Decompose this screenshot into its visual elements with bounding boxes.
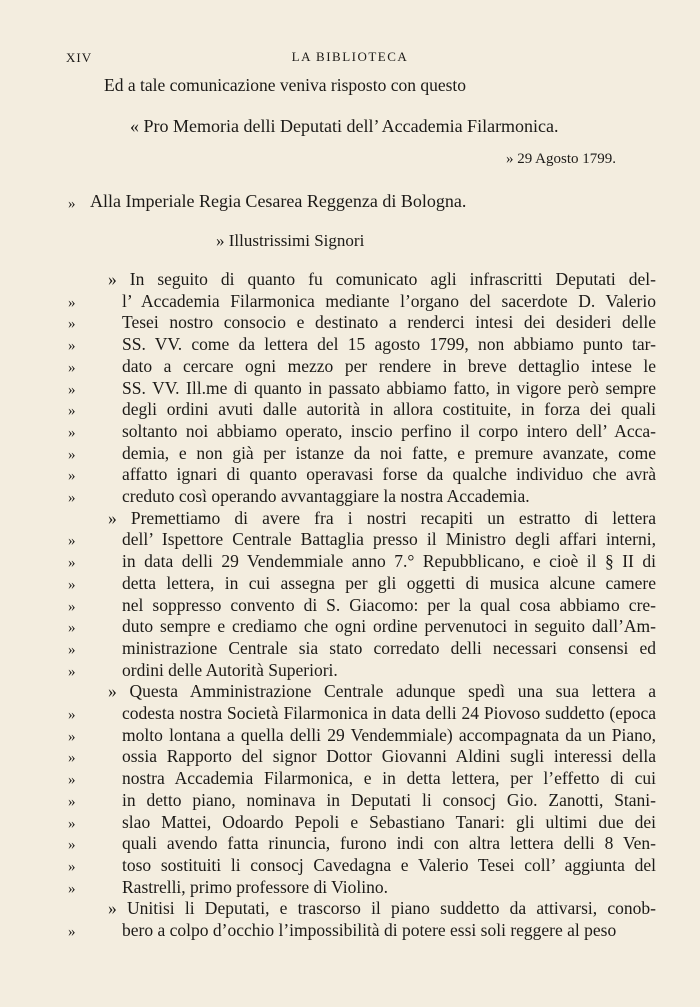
text-line: codesta nostra Società Filarmonica in data delli 24 Piovoso suddetto (epoca <box>122 703 656 723</box>
quote-mark: » <box>68 707 76 723</box>
quote-mark: » <box>68 620 76 636</box>
text-line: slao Mattei, Odoardo Pepoli e Sebastiano Tanari: gli ultimi due dei <box>122 812 656 832</box>
quote-mark: » <box>68 425 76 441</box>
text-line: creduto così operando avvantaggiare la nostra Accademia. <box>122 486 530 506</box>
text-line: Rastrelli, primo professore di Violino. <box>122 877 388 897</box>
quote-mark: » <box>68 924 76 940</box>
quote-mark: » <box>68 837 76 853</box>
quote-mark: » <box>68 555 76 571</box>
running-title: LA BIBLIOTECA <box>291 49 409 64</box>
memo-title: « Pro Memoria delli Deputati dell’ Accademia Filarmonica. <box>130 116 559 136</box>
text-line: ministrazione Centrale sia stato corredato delli necessari consensi ed <box>122 638 656 658</box>
address-line: Alla Imperiale Regia Cesarea Reggenza di Bologna. <box>90 191 467 211</box>
text-line: toso sostituiti li consocj Cavedagna e Valerio Tesei coll’ aggiunta del <box>122 855 656 875</box>
text-line: ordini delle Autorità Superiori. <box>122 660 338 680</box>
quote-mark: » <box>68 794 76 810</box>
quote-mark: » <box>68 468 76 484</box>
text-line: affatto ignari di quanto operavasi forse da qualche individuo che avrà <box>122 464 656 484</box>
text-line: » In seguito di quanto fu comunicato agli infrascritti Deputati del- <box>108 269 656 289</box>
text-line: SS. VV. Ill.me di quanto in passato abbiamo fatto, in vigore però sempre <box>122 378 656 398</box>
quote-mark: » <box>68 750 76 766</box>
text-line: detta lettera, in cui assegna per gli oggetti di musica alcune camere <box>122 573 656 593</box>
text-line: » Questa Amministrazione Centrale adunque spedì una sua lettera a <box>108 681 656 701</box>
text-line: nel soppresso convento di S. Giacomo: per la qual cosa abbiamo cre- <box>122 595 656 615</box>
text-line: ossia Rapporto del signor Dottor Giovanni Aldini sugli interessi della <box>122 746 656 766</box>
quote-mark: » <box>68 382 76 398</box>
text-line: SS. VV. come da lettera del 15 agosto 1799, non abbiamo punto tar- <box>122 334 656 354</box>
quote-mark: » <box>68 772 76 788</box>
text-line: dato a cercare ogni mezzo per rendere in breve dettaglio intese le <box>122 356 656 376</box>
text-line: dell’ Ispettore Centrale Battaglia presso il Ministro degli affari interni, <box>122 529 656 549</box>
quote-mark: » <box>68 881 76 897</box>
text-line: duto sempre e crediamo che ogni ordine pervenutoci in seguito dall’Am- <box>122 616 656 636</box>
quote-mark: » <box>68 447 76 463</box>
page-number: XIV <box>66 50 93 65</box>
text-line: quali avendo fatta rinuncia, furono indi con altra lettera delli 8 Ven- <box>122 833 656 853</box>
text-line: l’ Accademia Filarmonica mediante l’organo del sacerdote D. Valerio <box>122 291 656 311</box>
text-line: » Premettiamo di avere fra i nostri recapiti un estratto di lettera <box>108 508 656 528</box>
text-line: degli ordini avuti dalle autorità in allora costituite, in forza dei quali <box>122 399 656 419</box>
text-line: in detto piano, nominava in Deputati li consocj Gio. Zanotti, Stani- <box>122 790 656 810</box>
text-line: bero a colpo d’occhio l’impossibilità di potere essi soli reggere al peso <box>122 920 617 940</box>
intro-line: Ed a tale comunicazione veniva risposto con questo <box>104 75 467 95</box>
quote-mark: » <box>68 490 76 506</box>
quote-mark: » <box>68 338 76 354</box>
quote-mark: » <box>68 360 76 376</box>
text-line: soltanto noi abbiamo operato, inscio perfino il corpo intero dell’ Acca- <box>122 421 656 441</box>
quote-mark: » <box>68 295 76 311</box>
quote-mark: » <box>68 599 76 615</box>
text-line: » Unitisi li Deputati, e trascorso il piano suddetto da attivarsi, conob- <box>108 898 656 918</box>
quote-mark: » <box>68 859 76 875</box>
quote-mark: » <box>68 316 76 332</box>
quote-mark: » <box>68 664 76 680</box>
text-line: in data delli 29 Vendemmiale anno 7.° Repubblicano, e cioè il § II di <box>122 551 656 571</box>
text-line: demia, e non già per istanze da noi fatte, e premure avanzate, come <box>122 443 656 463</box>
text-line: nostra Accademia Filarmonica, e in detta lettera, per l’effetto di cui <box>122 768 656 788</box>
quote-mark: » <box>68 533 76 549</box>
salutation: » Illustrissimi Signori <box>216 231 365 250</box>
quote-mark: » <box>68 816 76 832</box>
date-line: » 29 Agosto 1799. <box>506 151 617 167</box>
quote-mark: » <box>68 729 76 745</box>
quote-mark: » <box>68 577 76 593</box>
quote-mark: » <box>68 403 76 419</box>
text-line: molto lontana a quella delli 29 Vendemmiale) accompagnata da un Piano, <box>122 725 656 745</box>
quote-mark: » <box>68 196 76 212</box>
text-line: Tesei nostro consocio e destinato a renderci intesi dei desideri delle <box>122 312 656 332</box>
quote-mark: » <box>68 642 76 658</box>
